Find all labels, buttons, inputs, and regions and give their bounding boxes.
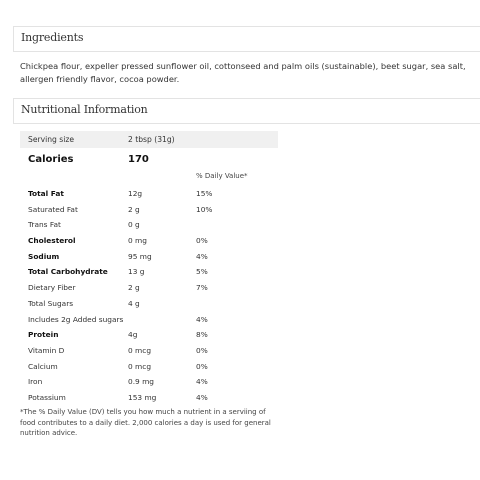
nutrient-name: Vitamin D <box>28 345 65 355</box>
serving-size-value: 2 tbsp (31g) <box>128 135 175 144</box>
calories-row <box>20 148 278 170</box>
nutrient-row <box>20 374 278 390</box>
nutrient-name: Trans Fat <box>28 220 61 230</box>
nutrient-daily-value: 0% <box>196 345 208 355</box>
daily-value-footnote: *The % Daily Value (DV) tells you how much a nutrient in a serviing of food contributes to a daily diet. 2,000 calories a day is used for general nutrition advice. <box>20 408 271 438</box>
nutrient-amount: 0 mcg <box>128 361 152 371</box>
nutrient-table <box>20 186 278 406</box>
nutrient-amount: 4g <box>128 330 138 340</box>
nutrient-name: Dietary Fiber <box>28 283 76 293</box>
nutrient-name: Iron <box>28 377 43 387</box>
nutrient-daily-value: 8% <box>196 330 208 340</box>
nutrient-daily-value: 4% <box>196 377 208 387</box>
nutrient-daily-value: 10% <box>196 204 213 214</box>
nutrient-row <box>20 202 278 218</box>
nutrient-daily-value: 15% <box>196 189 213 198</box>
nutrient-row <box>20 264 278 280</box>
daily-value-header: % Daily Value* <box>196 172 248 180</box>
nutrient-daily-value: 4% <box>196 392 208 402</box>
ingredients-text: Chickpea flour, expeller pressed sunflower oil, cottonseed and palm oils (sustainable), beet sugar, sea salt, allergen friendly flavor, cocoa powder. <box>20 61 466 84</box>
daily-value-header-row <box>20 170 278 186</box>
nutrient-row <box>20 296 278 312</box>
nutrient-daily-value: 4% <box>196 314 208 324</box>
nutrient-daily-value: 7% <box>196 283 208 293</box>
calories-label: Calories <box>28 154 74 165</box>
nutrient-row <box>20 233 278 249</box>
ingredients-section-header[interactable] <box>13 26 480 52</box>
nutrient-row <box>20 217 278 233</box>
nutrient-amount: 95 mg <box>128 251 152 261</box>
nutrient-name: Total Fat <box>28 189 64 198</box>
nutrient-amount: 4 g <box>128 298 140 308</box>
calories-value: 170 <box>128 154 149 165</box>
nutrient-row <box>20 280 278 296</box>
nutrient-amount: 153 mg <box>128 392 157 402</box>
nutrient-amount: 2 g <box>128 283 140 293</box>
nutrient-daily-value: 5% <box>196 267 208 277</box>
nutrition-section-header[interactable] <box>13 98 480 124</box>
nutrient-name: Calcium <box>28 361 58 371</box>
nutrient-name: Saturated Fat <box>28 204 78 214</box>
nutrient-amount: 2 g <box>128 204 140 214</box>
nutrient-row <box>20 359 278 375</box>
nutrient-amount: 0 mg <box>128 236 147 246</box>
serving-size-label: Serving size <box>28 135 74 144</box>
nutrient-name: Potassium <box>28 392 66 402</box>
nutrient-daily-value: 4% <box>196 251 208 261</box>
ingredients-title: Ingredients <box>21 31 84 44</box>
nutrient-daily-value: 0% <box>196 361 208 371</box>
nutrient-row <box>20 312 278 328</box>
nutrient-name: Protein <box>28 330 59 340</box>
nutrient-row <box>20 343 278 359</box>
nutrient-row <box>20 186 278 202</box>
nutrient-name: Total Carbohydrate <box>28 267 108 277</box>
nutrient-name: Cholesterol <box>28 236 76 246</box>
nutrient-row <box>20 390 278 406</box>
nutrient-amount: 12g <box>128 189 143 198</box>
serving-size-row <box>20 131 278 148</box>
nutrient-amount: 0 mcg <box>128 345 152 355</box>
nutrient-daily-value: 0% <box>196 236 208 246</box>
nutrient-row <box>20 249 278 265</box>
nutrition-title: Nutritional Information <box>21 103 148 116</box>
nutrient-row <box>20 327 278 343</box>
nutrition-facts-panel <box>20 131 278 406</box>
nutrient-name: Sodium <box>28 251 60 261</box>
nutrient-name: Total Sugars <box>28 298 74 308</box>
nutrient-amount: 0 g <box>128 220 140 230</box>
nutrient-amount: 0.9 mg <box>128 377 154 387</box>
nutrient-amount: 13 g <box>128 267 145 277</box>
nutrient-name: Includes 2g Added sugars <box>28 314 124 324</box>
